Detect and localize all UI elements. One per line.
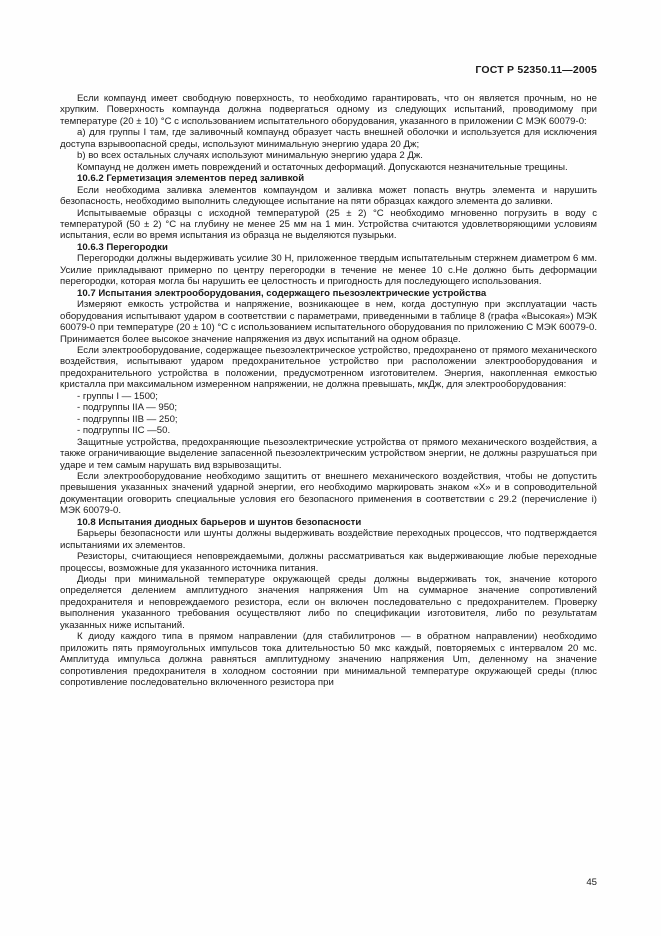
section-heading: 10.6.2 Герметизация элементов перед заливкой: [77, 173, 305, 185]
paragraph: Перегородки должны выдерживать усилие 30 Н, приложенное твердым испытательным стержнем диаметром 6 мм. Усилие прикладывают примерно по центру перегородки в течение не менее 10 с.Не должно быть деформации перегородки, которая могла бы нарушить ее целостность и пригодность для последующего использования.: [60, 253, 597, 288]
paragraph: К диоду каждого типа в прямом направлении (для стабилитронов — в обратном направлении) необходимо приложить пять прямоугольных импульсов тока длительностью 50 мкс каждый, повторяемых с интервалом 20 мс. Амплитуда импульса должна равняться амплитудному значению напряжения Um, деленному на значение сопротивления предохранителя в холодном состоянии при минимальной температуре окружающей среды (плюс сопротивление последовательно включенного резистора при: [60, 631, 597, 689]
list-item: - подгруппы IIC —50.: [77, 425, 171, 437]
section-heading: 10.8 Испытания диодных барьеров и шунтов безопасности: [77, 516, 362, 528]
paragraph: Барьеры безопасности или шунты должны выдерживать воздействие переходных процессов, что подтверждается испытаниями их элементов.: [60, 528, 597, 551]
paragraph: Диоды при минимальной температуре окружающей среды должны выдерживать ток, значение которого определяется делением амплитудного значения напряжения Um на суммарное значение сопротивлений предохранителя и неповреждаемого резистора, если он включен последовательно с предохранителем. Проверку выполнения указанного требования осуществляют либо по спецификации изготовителя, либо по результатам указанных ниже испытаний.: [60, 574, 597, 631]
list-item: - группы I — 1500;: [77, 390, 158, 402]
paragraph: Если электрооборудование, содержащее пьезоэлектрическое устройство, предохранено от прямого механического воздействия, испытывают ударом предохранительное устройство при расположении электрооборудования и предохранительного устройства в положении, предусмотренном изготовителем. Энергия, накопленная емкостью кристалла при максимальном измеренном напряжении, не должна превышать, мкДж, для электрооборудования:: [60, 344, 597, 391]
paragraph: Резисторы, считающиеся неповреждаемыми, должны рассматриваться как выдерживающие любые переходные процессы, возможные для указанного источника питания.: [60, 551, 597, 574]
paragraph: Защитные устройства, предохраняющие пьезоэлектрические устройства от прямого механического воздействия, а также ограничивающие выделение запасенной пьезоэлектрическим устройством энергии, не должны разрушаться при ударе и тем самым нарушать вид взрывозащиты.: [60, 436, 597, 471]
paragraph: Если электрооборудование необходимо защитить от внешнего механического воздействия, чтобы не допустить превышения указанных значений ударной энергии, его необходимо маркировать знаком «Х» и в сопроводительной документации оговорить специальные условия его безопасного применения в соответствии с 29.2 (перечисление i) МЭК 60079-0.: [60, 470, 597, 517]
page-number: 45: [586, 877, 597, 888]
paragraph: Если компаунд имеет свободную поверхность, то необходимо гарантировать, что он является прочным, но не хрупким. Поверхность компаунда должна подвергаться одному из следующих испытаний, проводимому при температуре (20 ± 10) °С с использованием испытательного оборудования, указанного в приложении С МЭК 60079-0:: [60, 93, 597, 127]
paragraph: Если необходима заливка элементов компаундом и заливка может попасть внутрь элемента и нарушить безопасность, необходимо выполнить следующее испытание на пяти образцах каждого элемента до заливки.: [60, 184, 597, 208]
paragraph: a) для группы I там, где заливочный компаунд образует часть внешней оболочки и используется для исключения доступа взрывоопасной среды, используют минимальную энергию удара 20 Дж;: [60, 127, 597, 150]
standard-header: ГОСТ Р 52350.11—2005: [475, 64, 597, 76]
section-heading: 10.6.3 Перегородки: [77, 241, 168, 253]
list-item: - подгруппы IIA — 950;: [77, 402, 178, 414]
section-heading: 10.7 Испытания электрооборудования, содержащего пьезоэлектрические устройства: [77, 287, 487, 299]
paragraph: Компаунд не должен иметь повреждений и остаточных деформаций. Допускаются незначительные трещины.: [77, 161, 568, 173]
list-item: - подгруппы IIB — 250;: [77, 413, 178, 425]
paragraph: Измеряют емкость устройства и напряжение, возникающее в нем, когда доступную при эксплуатации часть оборудования испытывают ударом в соответствии с параметрами, приведенными в таблице 8 (графа «Высокая») МЭК 60079-0 при температуре (20 ± 10) °С с использованием испытательного оборудования по приложению С МЭК 60079-0. Принимается более высокое значение напряжения из двух испытаний на одном образце.: [60, 299, 597, 345]
document-body: [60, 93, 597, 689]
paragraph: b) во всех остальных случаях используют минимальную энергию удара 2 Дж.: [77, 150, 423, 162]
paragraph: Испытываемые образцы с исходной температурой (25 ± 2) °С необходимо мгновенно погрузить в воду с температурой (50 ± 2) °С на глубину не менее 25 мм на 1 мин. Устройства считаются удовлетворяющими условиям испытания, если во время испытания из образца не выделяются пузырьки.: [60, 207, 597, 242]
